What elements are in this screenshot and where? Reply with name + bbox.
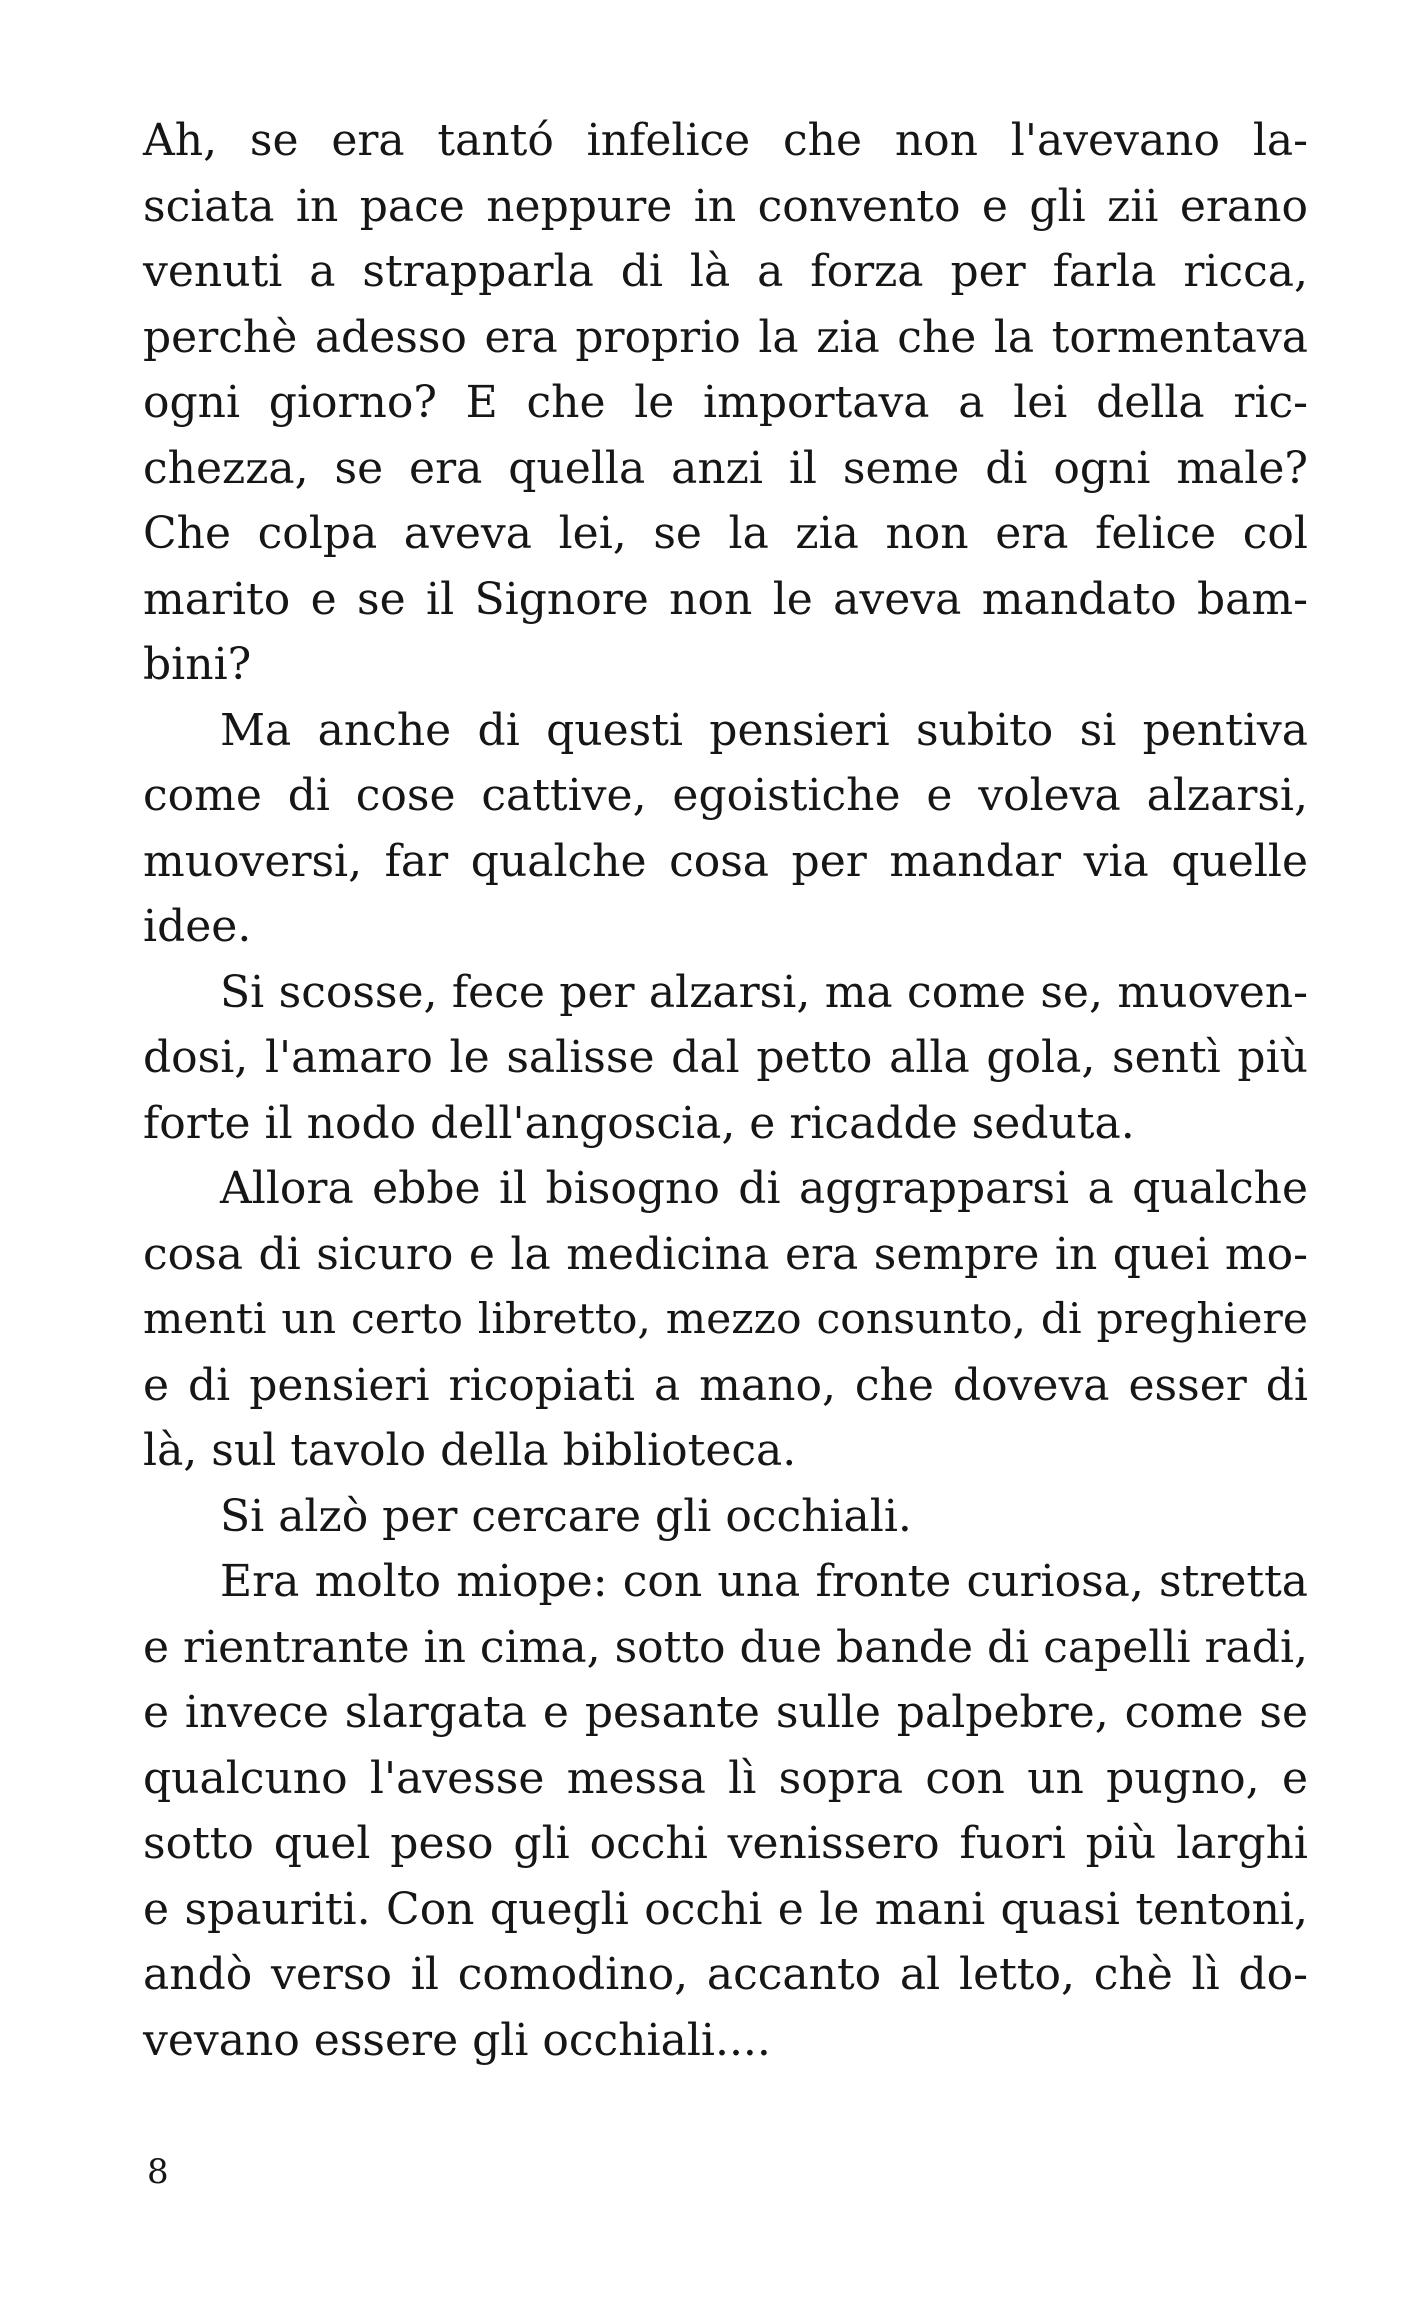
text-line: sotto quel peso gli occhi venissero fuori più larghi (143, 1818, 1308, 1869)
page-number: 8 (147, 2152, 169, 2192)
text-line: idee. (143, 901, 252, 952)
text-line: muoversi, far qualche cosa per mandar via quelle (143, 835, 1308, 887)
paragraph (143, 960, 1308, 1157)
text-line: forte il nodo dell'angoscia, e ricadde seduta. (143, 1097, 1135, 1149)
text-line: qualcuno l'avesse messa lì sopra con un pugno, e (143, 1752, 1308, 1804)
text-line: perchè adesso era proprio la zia che la tormentava (143, 311, 1308, 363)
text-line: Ah, se era tantó infelice che non l'avevano la- (143, 115, 1308, 166)
text-line: bini? (143, 639, 252, 690)
text-line: ogni giorno? E che le importava a lei della ric- (143, 377, 1308, 428)
paragraph (143, 698, 1308, 960)
paragraph (143, 1549, 1308, 2073)
text-line: venuti a strapparla di là a forza per farla ricca, (143, 246, 1308, 297)
text-line: Si scosse, fece per alzarsi, ma come se, muoven- (220, 966, 1308, 1018)
body-text (143, 108, 1308, 2073)
text-line: e rientrante in cima, sotto due bande di capelli radi, (143, 1621, 1308, 1673)
text-line: sciata in pace neppure in convento e gli zii erano (143, 180, 1308, 232)
text-line: e spauriti. Con quegli occhi e le mani quasi tentoni, (143, 1883, 1308, 1935)
text-line: e di pensieri ricopiati a mano, che doveva esser di (143, 1359, 1308, 1411)
text-line: menti un certo libretto, mezzo consunto, di preghiere (143, 1295, 1308, 1344)
paragraph (143, 108, 1308, 698)
text-line: Ma anche di questi pensieri subito si pentiva (220, 704, 1308, 756)
text-line: marito e se il Signore non le aveva mandato bam- (143, 573, 1308, 625)
text-line: Si alzò per cercare gli occhiali. (220, 1490, 912, 1542)
text-line: come di cose cattive, egoistiche e voleva alzarsi, (143, 770, 1308, 821)
text-line: dosi, l'amaro le salisse dal petto alla gola, sentì più (143, 1032, 1308, 1083)
paragraph (143, 1156, 1308, 1484)
text-line: cosa di sicuro e la medicina era sempre in quei mo- (143, 1228, 1308, 1280)
text-line: vevano essere gli occhiali.... (143, 2014, 771, 2066)
paragraph (143, 1484, 1308, 1550)
text-line: Allora ebbe il bisogno di aggrapparsi a qualche (220, 1163, 1308, 1214)
text-line: là, sul tavolo della biblioteca. (143, 1425, 797, 1476)
text-line: Era molto miope: con una fronte curiosa, stretta (220, 1556, 1308, 1607)
text-line: andò verso il comodino, accanto al letto, chè lì do- (143, 1949, 1308, 2000)
text-line: Che colpa aveva lei, se la zia non era felice col (143, 508, 1308, 559)
text-line: chezza, se era quella anzi il seme di ogni male? (143, 442, 1308, 494)
text-line: e invece slargata e pesante sulle palpebre, come se (143, 1687, 1308, 1738)
